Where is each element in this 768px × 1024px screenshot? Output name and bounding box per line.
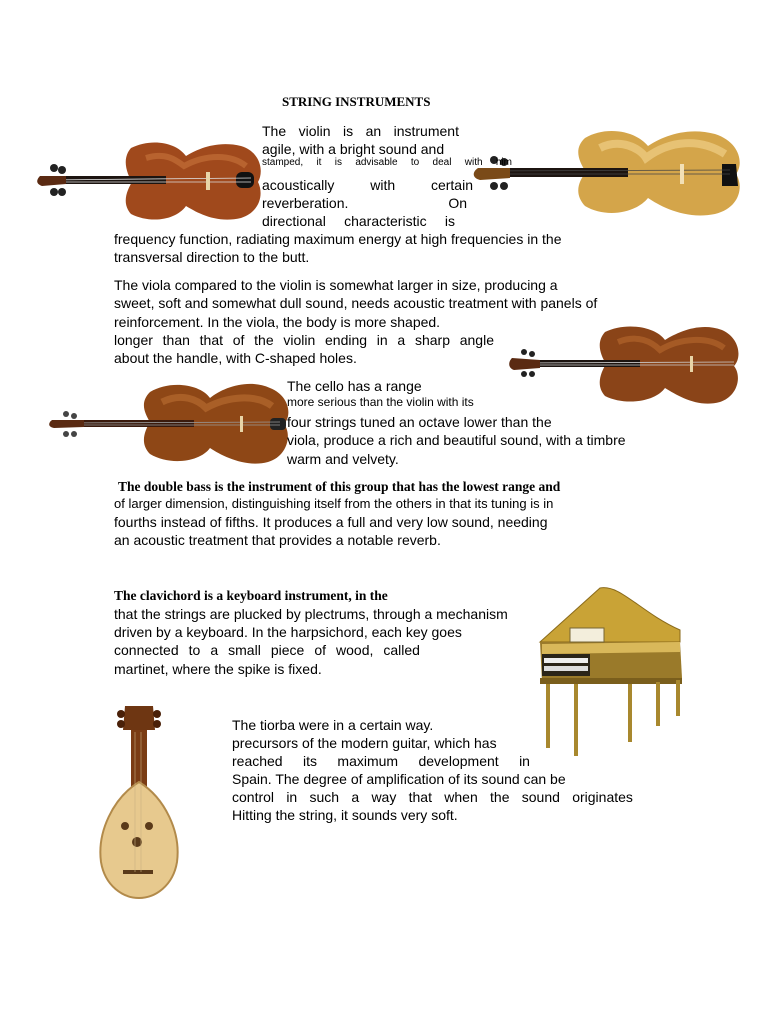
violin-text-line-8: transversal direction to the butt. [114,249,310,265]
violin-text-line-6: directional characteristic is [262,213,455,229]
viola-text-line-4: longer than that of the violin ending in a sharp angle [114,332,494,348]
cello-text-line-3: four strings tuned an octave lower than the [287,414,552,430]
violin-text-line-3: stamped, it is advisable to deal with him [262,157,512,168]
viola-text-line-3: reinforcement. In the viola, the body is more shaped. [114,314,441,330]
violin-text-line-1: The violin is an instrument [262,123,459,139]
clavichord-text-line-1: The clavichord is a keyboard instrument, in the [114,588,388,603]
cello-text-line-5: warm and velvety. [287,451,399,467]
clavichord-text-line-3: driven by a keyboard. In the harpsichord, each key goes [114,624,462,640]
tiorba-text-line-2: precursors of the modern guitar, which has [232,735,497,751]
page-title: STRING INSTRUMENTS [282,94,431,109]
harpsichord-image [530,582,690,762]
clavichord-text-line-4: connected to a small piece of wood, called [114,642,420,658]
violin-text-line-2: agile, with a bright sound and [262,141,445,157]
tiorba-image [95,702,195,902]
bass-text-line-4: an acoustic treatment that provides a notable reverb. [114,532,441,548]
tiorba-text-line-1: The tiorba were in a certain way. [232,717,434,733]
cello-image [50,378,290,468]
viola-text-line-2: sweet, soft and somewhat dull sound, needs acoustic treatment with panels of [114,295,598,311]
bass-text-line-3: fourths instead of fifths. It produces a full and very low sound, needing [114,514,548,530]
tiorba-text-line-3: reached its maximum development in [232,753,530,769]
viola-image [510,322,740,406]
cello-text-line-4: viola, produce a rich and beautiful sound, with a timbre [287,432,626,448]
cello-text-line-1: The cello has a range [287,378,422,394]
bass-text-line-1: The double bass is the instrument of this group that has the lowest range and [118,479,561,494]
violin-image-left [36,136,266,226]
viola-text-line-1: The viola compared to the violin is somewhat larger in size, producing a [114,277,558,293]
violin-text-line-4: acoustically with certain [262,177,473,193]
viola-text-line-5: about the handle, with C-shaped holes. [114,350,357,366]
tiorba-text-line-4: Spain. The degree of amplification of its sound can be [232,771,566,787]
tiorba-text-line-6: Hitting the string, it sounds very soft. [232,807,458,823]
clavichord-text-line-2: that the strings are plucked by plectrums, through a mechanism [114,606,508,622]
violin-text-line-5: reverberation. On [262,195,467,211]
violin-text-line-7: frequency function, radiating maximum energy at high frequencies in the [114,231,562,247]
violin-image-right [470,124,750,220]
tiorba-text-line-5: control in such a way that when the sound originates [232,789,633,805]
clavichord-text-line-5: martinet, where the spike is fixed. [114,661,322,677]
cello-text-line-2: more serious than the violin with its [287,395,474,409]
bass-text-line-2: of larger dimension, distinguishing itself from the others in that its tuning is in [114,496,554,511]
